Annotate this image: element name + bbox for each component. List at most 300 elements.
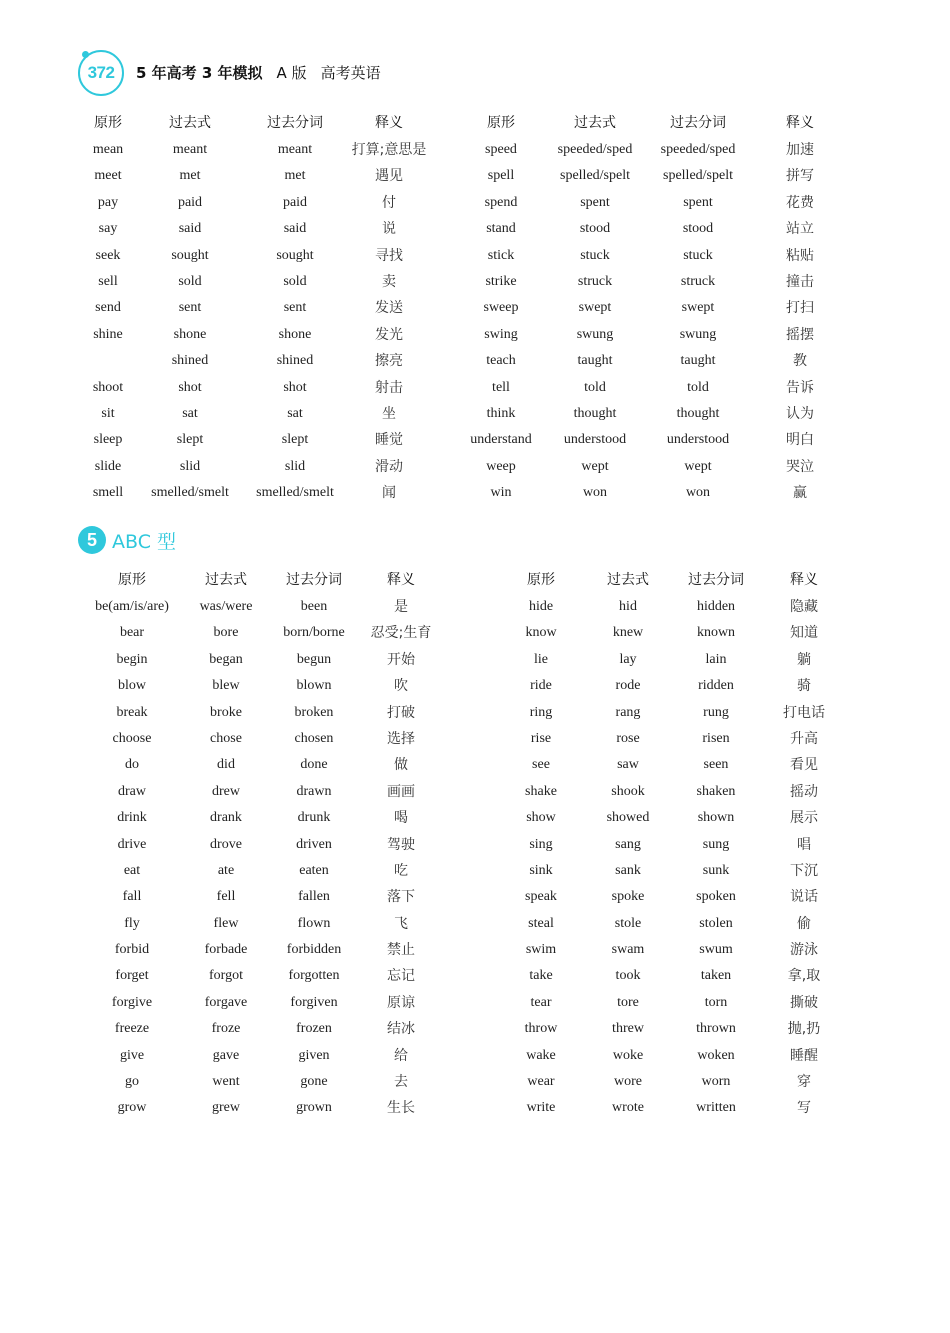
past-participle-cell: frozen [296,1021,332,1037]
base-form-cell: spell [487,168,515,184]
base-form-cell: swim [525,942,557,958]
past-participle-cell: lain [705,651,727,667]
past-participle-cell: sought [276,247,314,263]
past-participle-cell: known [696,625,736,641]
base-form-cell: forgive [111,994,153,1010]
past-participle-cell: written [696,1100,736,1116]
meaning-cell: 驾驶 [387,836,415,853]
past-tense-cell: paid [177,194,203,210]
meaning-cell: 认为 [786,405,814,422]
base-form-cell: win [490,485,512,501]
past-participle-cell: forgotten [288,968,340,984]
meaning-cell: 打电话 [783,704,825,721]
meaning-cell: 去 [394,1074,408,1091]
past-participle-cell: meant [277,142,313,157]
past-tense-cell: swam [611,942,645,958]
base-form-cell: swing [484,326,518,342]
table-header-row [0,109,950,137]
past-participle-cell: forbidden [286,942,342,958]
past-participle-cell: drunk [297,810,331,826]
base-form-cell: see [532,757,550,773]
past-participle-cell: risen [702,730,730,746]
past-tense-cell: slid [179,458,201,474]
past-participle-cell: said [283,221,307,237]
meaning-cell: 滑动 [375,458,403,475]
past-tense-cell: bore [213,625,239,641]
table-row [0,779,950,805]
meaning-cell: 拼写 [786,168,814,185]
page-header [78,50,678,94]
past-participle-cell: shone [278,326,312,342]
past-tense-cell: saw [617,757,639,773]
past-participle-cell: woken [697,1047,735,1063]
past-participle-cell: paid [282,194,308,210]
meaning-cell: 做 [394,757,408,774]
meaning-cell: 生长 [387,1100,415,1117]
table-row [0,858,950,884]
base-form-cell: do [125,757,139,773]
column-header-base-form: 原形 [118,572,146,588]
meaning-cell: 闻 [382,485,396,502]
table-row [0,620,950,646]
column-header-past-participle: 过去分词 [688,572,744,588]
past-tense-cell: froze [211,1021,241,1037]
past-tense-cell: rang [615,704,641,720]
base-form-cell: tear [530,994,552,1010]
verb-table-top-right [0,109,950,506]
past-participle-cell: stolen [699,915,733,931]
past-tense-cell: swung [576,326,614,342]
past-participle-cell: broken [294,704,334,720]
past-participle-cell: stood [682,221,714,237]
meaning-cell: 躺 [797,651,811,668]
column-header-past-participle: 过去分词 [670,115,726,131]
past-tense-cell: smelled/smelt [151,485,229,501]
past-participle-cell: sunk [702,862,730,878]
base-form-cell: teach [486,353,516,369]
meaning-cell: 画画 [387,783,415,800]
meaning-cell: 忍受;生育 [370,625,432,642]
past-participle-cell: slept [281,432,309,448]
column-header-past-tense: 过去式 [574,115,616,131]
meaning-cell: 赢 [793,485,807,502]
base-form-cell: forget [115,968,149,984]
base-form-cell: sit [101,405,115,421]
meaning-cell: 选择 [387,730,415,747]
meaning-cell: 偷 [797,915,811,932]
meaning-cell: 隐藏 [790,599,818,615]
base-form-cell: understand [470,432,532,448]
past-tense-cell: slept [176,432,204,448]
past-tense-cell: wore [614,1074,642,1090]
meaning-cell: 抛,扔 [787,1021,821,1038]
past-participle-cell: swept [681,300,715,316]
meaning-cell: 忘记 [387,968,415,985]
meaning-cell: 发光 [375,326,403,343]
past-participle-cell: hidden [696,599,736,614]
past-tense-cell: hid [619,599,637,614]
base-form-cell: blow [118,678,146,694]
meaning-cell: 摇摆 [786,326,814,343]
past-tense-cell: forgave [204,994,248,1010]
past-participle-cell: begun [296,651,332,667]
past-tense-cell: was/were [199,599,253,614]
base-form-cell: stand [486,221,516,237]
base-form-cell: drive [117,836,147,852]
verb-table-bottom-right [0,566,950,1122]
table-row [0,295,950,321]
column-header-base-form: 原形 [527,572,555,588]
column-header-meaning: 释义 [375,115,403,131]
past-tense-cell: spelled/spelt [560,168,630,184]
past-tense-cell: broke [210,704,242,720]
meaning-cell: 结冰 [387,1021,415,1038]
past-participle-cell: shaken [696,783,736,799]
past-tense-cell: sang [615,836,641,852]
meaning-cell: 吃 [394,862,408,879]
past-participle-cell: flown [297,915,331,931]
past-participle-cell: eaten [299,862,329,878]
meaning-cell: 看见 [790,757,818,774]
past-tense-cell: rode [615,678,641,694]
base-form-cell: begin [116,651,148,667]
meaning-cell: 加速 [786,142,814,158]
edition-label: A 版 [276,64,307,82]
base-form-cell: throw [524,1021,558,1037]
meaning-cell: 坐 [382,405,396,422]
meaning-cell: 拿,取 [787,968,821,985]
table-row [0,647,950,673]
past-participle-cell: sat [287,405,303,421]
past-tense-cell: drew [212,783,240,799]
meaning-cell: 花费 [786,194,814,211]
past-tense-cell: rose [616,730,640,746]
meaning-cell: 明白 [786,432,814,449]
meaning-cell: 告诉 [786,379,814,396]
past-tense-cell: sat [182,405,198,421]
past-participle-cell: taken [700,968,732,984]
base-form-cell: sell [98,273,118,289]
past-participle-cell: chosen [294,730,334,746]
past-participle-cell: spent [683,194,713,210]
past-participle-cell: driven [296,836,332,852]
meaning-cell: 下沉 [790,862,818,879]
meaning-cell: 是 [394,599,408,615]
past-tense-cell: sent [178,300,202,316]
past-tense-cell: ate [217,862,235,878]
table-row [0,937,950,963]
badge-dot-icon [82,51,89,58]
past-tense-cell: met [179,168,201,184]
past-tense-cell: lay [619,651,637,667]
base-form-cell: meet [94,168,122,184]
past-participle-cell: struck [680,273,716,289]
base-form-cell: fall [122,889,142,905]
meaning-cell: 游泳 [790,942,818,959]
section-heading: ABC 型 [112,531,177,553]
past-tense-cell: grew [212,1100,240,1116]
table-row [0,480,950,506]
past-tense-cell: showed [606,810,650,826]
past-participle-cell: shot [283,379,307,395]
meaning-cell: 摇动 [790,783,818,800]
past-tense-cell: won [582,485,608,501]
table-row [0,805,950,831]
table-row [0,375,950,401]
base-form-cell: show [526,810,556,826]
base-form-cell: shake [525,783,557,799]
past-tense-cell: drove [210,836,242,852]
meaning-cell: 打破 [387,704,415,721]
past-participle-cell: wept [684,458,712,474]
base-form-cell: take [529,968,553,984]
table-row [0,990,950,1016]
meaning-cell: 擦亮 [375,353,403,370]
table-row [0,454,950,480]
meaning-cell: 落下 [387,889,415,906]
column-header-past-participle: 过去分词 [267,115,323,131]
table-row [0,884,950,910]
column-header-past-tense: 过去式 [607,572,649,588]
past-tense-cell: swept [578,300,612,316]
past-participle-cell: speeded/sped [660,142,736,157]
base-form-cell: tell [492,379,510,395]
column-header-meaning: 释义 [786,115,814,131]
meaning-cell: 原谅 [387,994,415,1011]
base-form-cell: pay [97,194,119,210]
meaning-cell: 说 [382,221,396,238]
past-participle-cell: sent [283,300,307,316]
past-tense-cell: began [209,651,243,667]
meaning-cell: 撕破 [790,994,818,1011]
past-participle-cell: done [300,757,328,773]
meaning-cell: 撞击 [786,273,814,290]
past-tense-cell: knew [612,625,644,641]
past-tense-cell: meant [172,142,208,157]
table-row [0,1043,950,1069]
meaning-cell: 唱 [797,836,811,853]
past-participle-cell: seen [703,757,729,773]
meaning-cell: 教 [793,353,807,370]
base-form-cell: sink [529,862,553,878]
base-form-cell: stick [487,247,515,263]
past-tense-cell: shot [178,379,202,395]
base-form-cell: shine [93,326,123,342]
base-form-cell: spend [484,194,518,210]
past-participle-cell: fallen [298,889,330,905]
base-form-cell: forbid [114,942,150,958]
table-row [0,269,950,295]
meaning-cell: 禁止 [387,942,415,959]
table-row [0,700,950,726]
table-row [0,911,950,937]
past-participle-cell: taught [680,353,716,369]
past-tense-cell: threw [612,1021,644,1037]
past-participle-cell: forgiven [290,994,338,1010]
table-row [0,752,950,778]
meaning-cell: 粘贴 [786,247,814,264]
past-tense-cell: tore [617,994,639,1010]
meaning-cell: 哭泣 [786,458,814,475]
past-tense-cell: gave [212,1047,240,1063]
past-tense-cell: chose [210,730,242,746]
past-tense-cell: told [584,379,606,395]
past-participle-cell: grown [296,1100,332,1116]
past-tense-cell: wept [581,458,609,474]
base-form-cell: be(am/is/are) [95,599,169,614]
past-participle-cell: slid [284,458,306,474]
table-row [0,216,950,242]
past-tense-cell: stuck [580,247,610,263]
base-form-cell: ride [530,678,552,694]
meaning-cell: 知道 [790,625,818,642]
past-participle-cell: thought [676,405,720,421]
past-tense-cell: taught [577,353,613,369]
past-participle-cell: shined [276,353,314,369]
base-form-cell: freeze [114,1021,150,1037]
meaning-cell: 打算;意思是 [351,142,427,158]
base-form-cell: choose [112,730,152,746]
meaning-cell: 飞 [394,915,408,932]
past-tense-cell: speeded/sped [557,142,633,157]
section-number: 5 [86,529,97,550]
base-form-cell: seek [95,247,121,263]
column-header-base-form: 原形 [487,115,515,131]
meaning-cell: 展示 [790,810,818,827]
table-row [0,726,950,752]
table-row [0,137,950,163]
past-tense-cell: shined [171,353,209,369]
table-row [0,1069,950,1095]
column-header-past-tense: 过去式 [169,115,211,131]
meaning-cell: 开始 [387,651,415,668]
meaning-cell: 打扫 [786,300,814,317]
base-form-cell: know [525,625,557,641]
table-row [0,322,950,348]
table-header-row [0,566,950,594]
past-participle-cell: gone [300,1074,328,1090]
past-tense-cell: flew [213,915,239,931]
table-row [0,427,950,453]
past-participle-cell: drawn [296,783,332,799]
meaning-cell: 骑 [797,678,811,695]
subject-label: 高考英语 [320,64,381,82]
past-tense-cell: wrote [612,1100,644,1116]
past-tense-cell: blew [212,678,240,694]
past-participle-cell: thrown [696,1021,736,1037]
book-title: 5 年高考 3 年模拟 [136,64,263,82]
past-participle-cell: stuck [683,247,713,263]
column-header-meaning: 释义 [387,572,415,588]
base-form-cell: smell [92,485,124,501]
past-participle-cell: sung [702,836,730,852]
base-form-cell: write [526,1100,556,1116]
base-form-cell: strike [485,273,517,289]
past-tense-cell: spent [580,194,610,210]
base-form-cell: sing [529,836,553,852]
past-participle-cell: spelled/spelt [663,168,733,184]
base-form-cell: steal [528,915,554,931]
past-tense-cell: stood [579,221,611,237]
meaning-cell: 睡醒 [790,1047,818,1064]
past-participle-cell: given [298,1047,330,1063]
table-row [0,190,950,216]
page-number: 372 [87,63,115,82]
past-participle-cell: won [685,485,711,501]
column-header-base-form: 原形 [94,115,122,131]
meaning-cell: 升高 [790,730,818,747]
base-form-cell: break [116,704,148,720]
base-form-cell: sleep [93,432,123,448]
base-form-cell: think [486,405,516,421]
meaning-cell: 给 [394,1047,408,1064]
table-row [0,963,950,989]
table-row [0,673,950,699]
column-header-past-participle: 过去分词 [286,572,342,588]
base-form-cell: ring [529,704,553,720]
past-tense-cell: forbade [204,942,248,958]
past-participle-cell: swung [679,326,717,342]
past-tense-cell: forgot [209,968,243,984]
table-row [0,832,950,858]
base-form-cell: say [98,221,118,237]
base-form-cell: send [95,300,121,316]
past-participle-cell: spoken [696,889,736,905]
meaning-cell: 寻找 [375,247,403,264]
past-participle-cell: worn [701,1074,731,1090]
section-5-title [78,526,378,556]
table-row [0,1095,950,1121]
meaning-cell: 写 [797,1100,811,1117]
past-participle-cell: shown [697,810,735,826]
table-row [0,594,950,620]
past-participle-cell: torn [704,994,728,1010]
meaning-cell: 发送 [375,300,403,317]
past-participle-cell: sold [283,273,307,289]
past-tense-cell: understood [563,432,627,448]
meaning-cell: 睡觉 [375,432,403,449]
base-form-cell: give [119,1047,145,1063]
past-participle-cell: ridden [698,678,734,694]
column-header-meaning: 释义 [790,572,818,588]
base-form-cell: drink [117,810,147,826]
past-participle-cell: blown [296,678,332,694]
past-tense-cell: woke [612,1047,644,1063]
base-form-cell: wear [527,1074,555,1090]
base-form-cell: eat [123,862,141,878]
base-form-cell: grow [117,1100,147,1116]
table-row [0,348,950,374]
past-tense-cell: sold [178,273,202,289]
base-form-cell: hide [528,599,554,614]
base-form-cell: speed [485,142,517,157]
past-tense-cell: struck [577,273,613,289]
base-form-cell: draw [118,783,146,799]
past-participle-cell: been [300,599,328,614]
table-row [0,401,950,427]
base-form-cell: go [125,1074,139,1090]
past-participle-cell: met [284,168,306,184]
meaning-cell: 喝 [394,810,408,827]
running-header [136,62,381,83]
past-tense-cell: drank [210,810,242,826]
past-participle-cell: smelled/smelt [256,485,334,501]
past-tense-cell: spoke [611,889,645,905]
base-form-cell: sweep [483,300,519,316]
past-participle-cell: understood [666,432,730,448]
meaning-cell: 遇见 [375,168,403,185]
past-participle-cell: born/borne [283,625,345,641]
